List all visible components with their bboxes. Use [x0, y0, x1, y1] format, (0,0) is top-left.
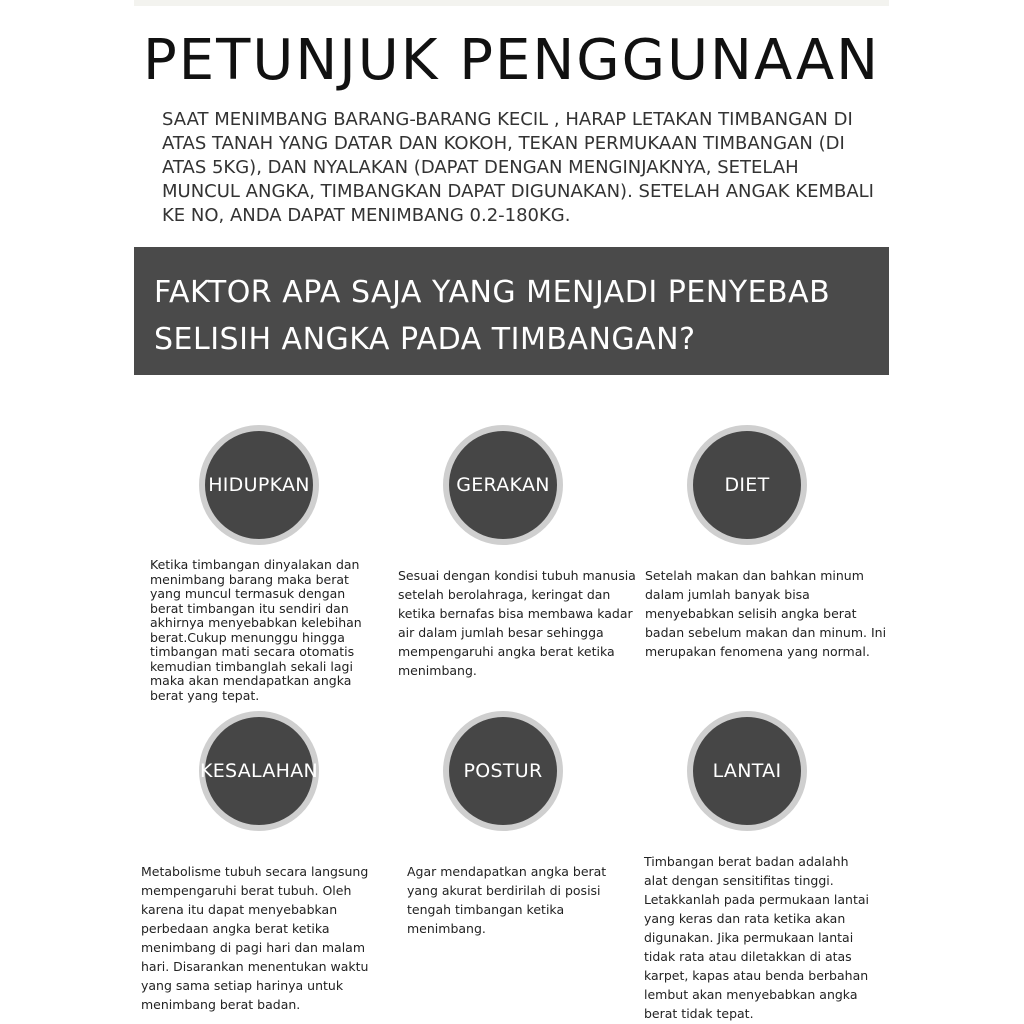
factor-label: KESALAHAN [199, 760, 319, 782]
factor-desc-gerakan: Sesuai dengan kondisi tubuh manusia setelah berolahraga, keringat dan ketika bernafas bisa membawa kadar air dalam jumlah besar sehingga mempengaruhi angka berat ketika menimbang. [398, 568, 636, 678]
factor-label: HIDUPKAN [208, 474, 310, 496]
factor-circle-diet [687, 425, 807, 545]
factor-circle-gerakan [443, 425, 563, 545]
factor-desc-lantai: Timbangan berat badan adalahh alat dengan sensitifitas tinggi. Letakkanlah pada permukaan lantai yang keras dan rata ketika akan digunakan. Jika permukaan lantai tidak rata atau diletakkan di atas karpet, kapas atau benda berbahan lembut akan menyebabkan angka berat tidak tepat. [644, 854, 869, 1021]
factor-desc-postur: Agar mendapatkan angka berat yang akurat berdirilah di posisi tengah timbangan ketika menimbang. [407, 864, 607, 936]
factor-label: LANTAI [712, 760, 782, 782]
top-strip [134, 0, 889, 6]
factor-desc-diet: Setelah makan dan bahkan minum dalam jumlah banyak bisa menyebabkan selisih angka berat badan sebelum makan dan minum. Ini merupakan fenomena yang normal. [645, 568, 887, 659]
factor-label: DIET [724, 474, 770, 496]
section-banner [134, 247, 889, 375]
factor-label: POSTUR [463, 760, 543, 782]
factor-label: GERAKAN [456, 474, 550, 496]
factor-circle-hidupkan [199, 425, 319, 545]
factor-desc-kesalahan: Metabolisme tubuh secara langsung mempengaruhi berat tubuh. Oleh karena itu dapat menyebabkan perbedaan angka berat ketika menimbang di pagi hari dan malam hari. Disarankan menentukan waktu yang sama setiap harinya untuk menimbang berat badan. [141, 864, 369, 1012]
page-title: PETUNJUK PENGGUNAAN [142, 28, 881, 93]
intro-paragraph: SAAT MENIMBANG BARANG-BARANG KECIL , HARAP LETAKAN TIMBANGAN DI ATAS TANAH YANG DATAR DAN KOKOH, TEKAN PERMUKAAN TIMBANGAN (DI ATAS 5KG), DAN NYALAKAN (DAPAT DENGAN MENGINJAKNYA, SETELAH MUNCUL ANGKA, TIMBANGKAN DAPAT DIGUNAKAN). SETELAH ANGAK KEMBALI KE NO, ANDA DAPAT MENIMBANG 0.2-180KG. [162, 109, 874, 226]
banner-line-1: FAKTOR APA SAJA YANG MENJADI PENYEBAB [154, 275, 831, 310]
banner-line-2: SELISIH ANGKA PADA TIMBANGAN? [154, 322, 696, 357]
factor-desc-hidupkan: Ketika timbangan dinyalakan dan menimbang barang maka berat yang muncul termasuk dengan berat timbangan itu sendiri dan akhirnya menyebabkan kelebihan berat.Cukup menunggu hingga timbangan mati secara otomatis kemudian timbanglah sekali lagi maka akan mendapatkan angka berat yang tepat. [150, 557, 362, 703]
factor-circle-lantai [687, 711, 807, 831]
factor-circle-kesalahan [199, 711, 319, 831]
factor-circle-postur [443, 711, 563, 831]
